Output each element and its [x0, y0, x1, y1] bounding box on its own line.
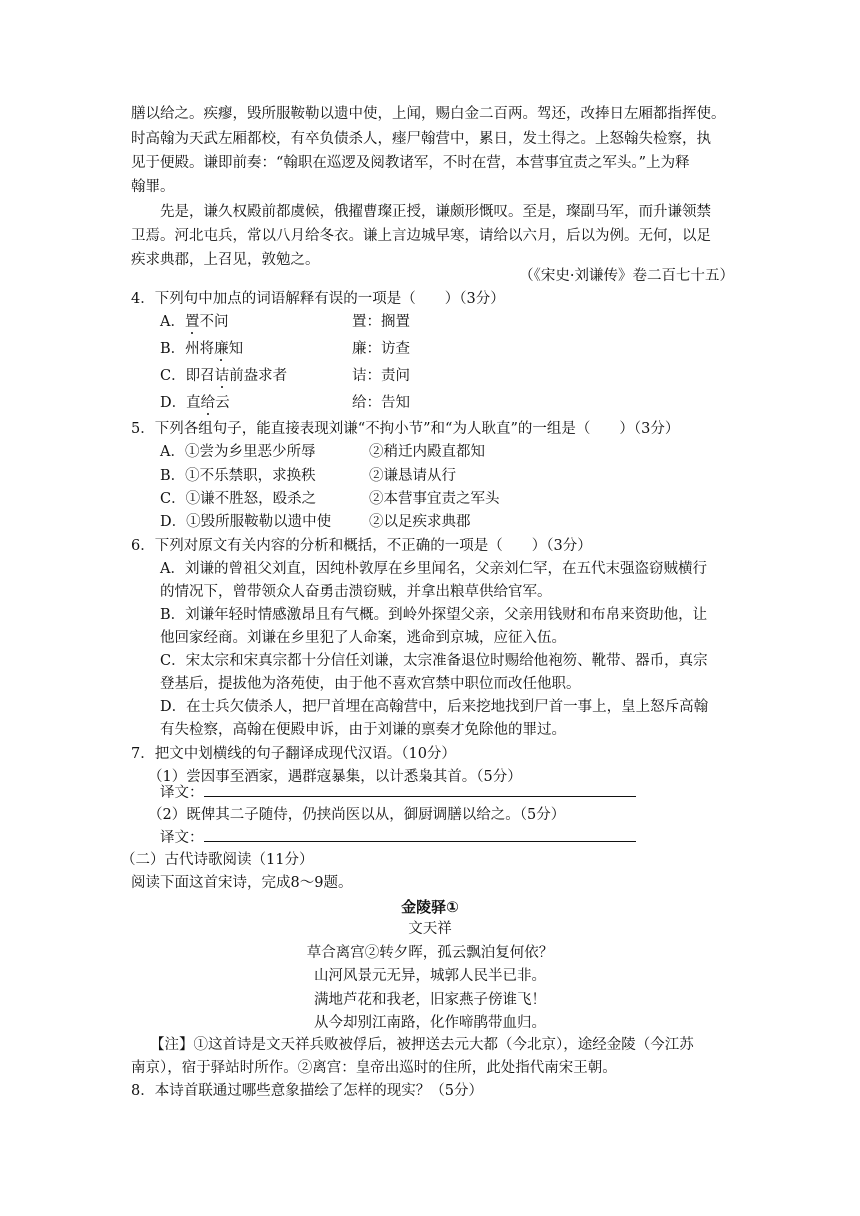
dotted-word: 置 — [184, 314, 200, 330]
passage-line: 翰罪。 — [131, 179, 175, 195]
q7-sentence-1: （1）尝因事至酒家，遇群寇暴集，以计悉枭其首。（5分） — [148, 769, 522, 785]
q7-sentence-2: （2）既俾其二子随侍，仍挟尚医以从，御厨调膳以给之。（5分） — [148, 807, 566, 823]
dotted-word: 廉 — [214, 341, 229, 357]
passage-line: 疾求典郡，上召见，敦勉之。 — [131, 252, 320, 268]
q6-option-c-cont: 登基后，提拔他为洛苑使，由于他不喜欢宫禁中职位而改任他职。 — [160, 676, 581, 692]
passage-line: 卫焉。河北屯兵，常以八月给冬衣。谦上言边城早寒，请给以六月，后以为例。无何，以足 — [131, 228, 711, 244]
q5-option-a[interactable]: A．①尝为乡里恶少所辱 — [160, 444, 316, 460]
q6-option-d-cont: 有失检察，高翰在便殿申诉，由于刘谦的禀奏才免除他的罪过。 — [160, 722, 566, 738]
q4-gloss-c: 诘：责问 — [352, 368, 410, 384]
poem-line: 满地芦花和我老，旧家燕子傍谁飞！ — [314, 992, 546, 1008]
section-heading: （二）古代诗歌阅读（11分） — [121, 852, 314, 868]
poem-line: 山河风景元无异，城郭人民半已非。 — [314, 968, 546, 984]
q6-option-d[interactable]: D．在士兵欠债杀人，把尸首埋在高翰营中，后来挖地找到尸首一事上，皇上怒斥高翰 — [160, 699, 709, 715]
q4-option-c[interactable]: C．即召诘前盎求者 — [160, 368, 288, 384]
q6-option-b-cont: 他回家经商。刘谦在乡里犯了人命案，逃命到京城，应征入伍。 — [160, 630, 566, 646]
q4-gloss-a: 置：搁置 — [352, 314, 410, 330]
q7-answer-1[interactable] — [160, 782, 636, 803]
poem-note-cont: 南京），宿于驿站时所作。②离宫：皇帝出巡时的住所，此处指代南宋王朝。 — [131, 1060, 617, 1076]
passage-line: 时高翰为天武左厢都校，有卒负债杀人，瘗尸翰营中，累日，发土得之。上怒翰失检察，执 — [131, 131, 711, 147]
option-label: A． — [160, 314, 185, 330]
q5-option-d[interactable]: D．①毁所服鞍勒以遗中使 — [160, 514, 332, 530]
poem-title: 金陵驿① — [401, 898, 459, 916]
passage-line: 膳以给之。疾瘳，毁所服鞍勒以遗中使，上闻，赐白金二百两。驾还，改捧日左厢都指挥使。 — [131, 106, 726, 122]
q5-option-c[interactable]: C．①谦不胜怒，殴杀之 — [160, 491, 317, 507]
q4-gloss-d: 给：告知 — [352, 395, 410, 411]
question-8-stem: 8．本诗首联通过哪些意象描绘了怎样的现实？（5分） — [131, 1083, 483, 1099]
q6-option-a-cont: 的情况下，曾带领众人奋勇击溃窃贼，并拿出粮草供给官军。 — [160, 584, 552, 600]
answer-blank-line[interactable] — [204, 827, 636, 842]
passage-source: （《宋史·刘谦传》卷二百七十五） — [519, 268, 734, 284]
question-6-stem: 6．下列对原文有关内容的分析和概括，不正确的一项是（ ）（3分） — [131, 538, 592, 554]
q4-option-b[interactable]: B．州将廉知 — [160, 341, 244, 357]
poem-line: 从今却别江南路，化作啼鹃带血归。 — [314, 1015, 546, 1031]
poem-note: 【注】①这首诗是文天祥兵败被俘后，被押送去元大都（今北京），途经金陵（今江苏 — [150, 1037, 694, 1053]
answer-blank-line[interactable] — [204, 782, 636, 797]
q5-option-c-2: ②本营事宜责之军头 — [369, 491, 500, 507]
q4-option-d[interactable]: D．直给云 — [160, 395, 230, 411]
q5-option-b[interactable]: B．①不乐禁职，求换秩 — [160, 468, 316, 484]
q5-option-d-2: ②以足疾求典郡 — [369, 514, 471, 530]
q4-option-a[interactable]: A．置不问 — [160, 314, 229, 330]
q6-option-c[interactable]: C．宋太宗和宋真宗都十分信任刘谦，太宗准备退位时赐给他袍笏、靴带、器币，真宗 — [160, 653, 708, 669]
dotted-word: 诘 — [214, 368, 230, 384]
dotted-word: 给 — [200, 395, 216, 411]
q4-gloss-b: 廉：访查 — [352, 341, 410, 357]
q5-option-b-2: ②谦恳请从行 — [369, 468, 456, 484]
question-7-stem: 7．把文中划横线的句子翻译成现代汉语。（10分） — [131, 746, 456, 762]
q5-option-a-2: ②稍迁内殿直都知 — [369, 444, 485, 460]
q6-option-b[interactable]: B．刘谦年轻时情感激昂且有气概。到岭外探望父亲，父亲用钱财和布帛来资助他，让 — [160, 607, 708, 623]
poem-line: 草合离宫②转夕晖，孤云飘泊复何依？ — [306, 945, 554, 961]
passage-line: 见于便殿。谦即前奏：“翰职在巡逻及阅教诸军，不时在营，本营事宜责之军头。”上为释 — [131, 155, 690, 171]
question-4-stem: 4．下列句中加点的词语解释有误的一项是（ ）（3分） — [131, 291, 505, 307]
answer-label: 译文： — [160, 785, 204, 801]
poem-author: 文天祥 — [408, 921, 452, 937]
section-intro: 阅读下面这首宋诗，完成8～9题。 — [131, 875, 353, 891]
answer-label: 译文： — [160, 830, 204, 846]
q6-option-a[interactable]: A．刘谦的曾祖父刘直，因纯朴敦厚在乡里闻名，父亲刘仁罕，在五代末强盗窃贼横行 — [160, 561, 707, 577]
passage-line: 先是，谦久权殿前都虞候，俄擢曹璨正授，谦颇形慨叹。至是，璨副马军，而升谦领禁 — [160, 204, 711, 220]
q7-answer-2[interactable] — [160, 827, 636, 848]
question-5-stem: 5．下列各组句子，能直接表现刘谦“不拘小节”和“为人耿直”的一组是（ ）（3分） — [131, 421, 680, 437]
